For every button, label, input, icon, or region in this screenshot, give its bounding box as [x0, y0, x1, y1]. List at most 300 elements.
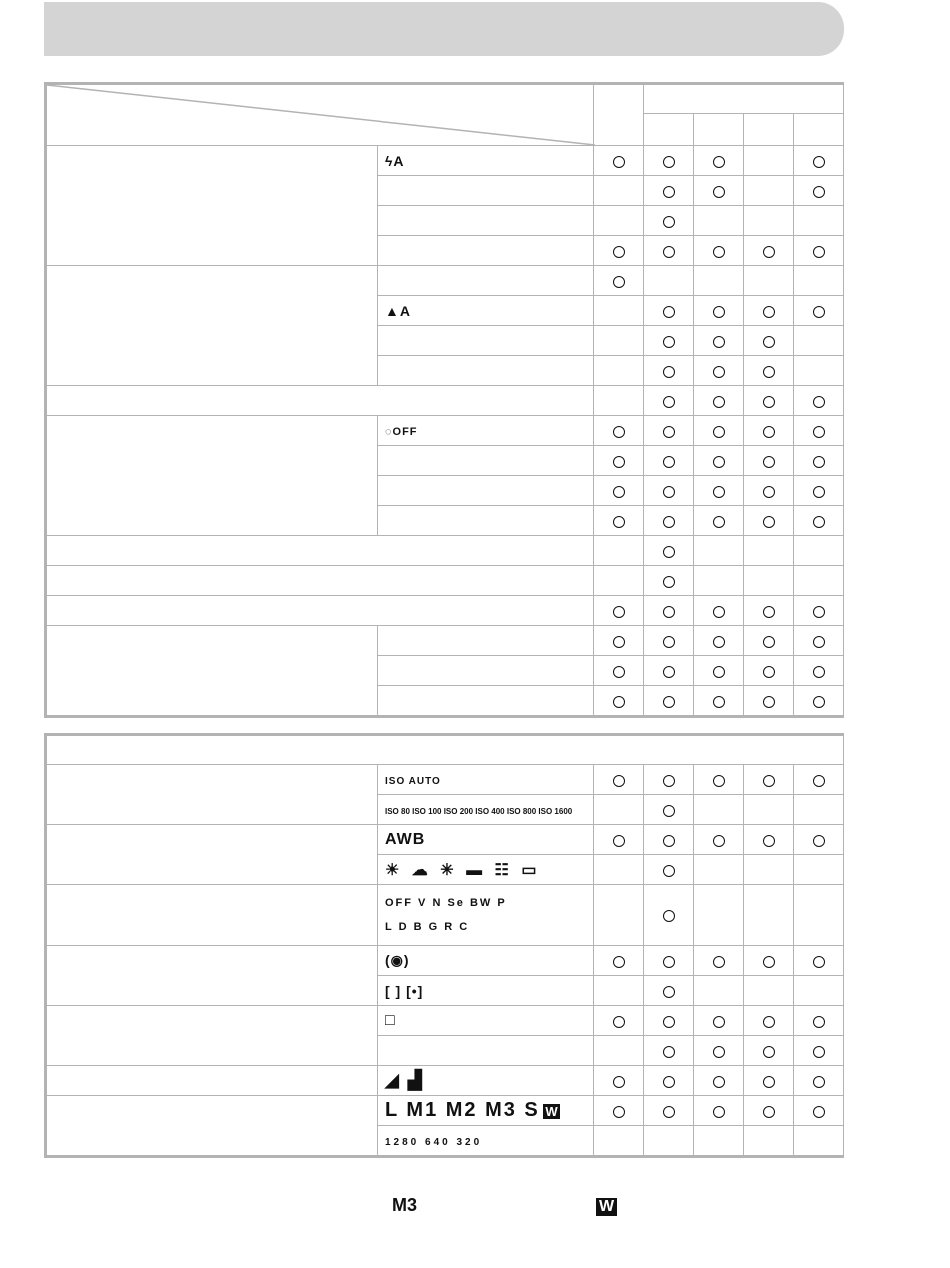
mark-cell — [794, 656, 844, 686]
circle-mark — [663, 835, 675, 847]
mark-cell — [694, 1126, 744, 1157]
circle-mark — [763, 835, 775, 847]
header-subcell — [794, 114, 844, 146]
mark-cell — [694, 1066, 744, 1096]
mark-cell — [794, 356, 844, 386]
mark-cell — [644, 656, 694, 686]
mark-cell — [644, 176, 694, 206]
icon-cell — [378, 1066, 594, 1096]
circle-mark — [813, 1076, 825, 1088]
movie-sizes-icon: 1280 640 320 — [385, 1137, 483, 1148]
mark-cell — [594, 206, 644, 236]
iso-values-icon: ISO 80 ISO 100 ISO 200 ISO 400 ISO 800 ISO 1600 — [385, 807, 573, 816]
mark-cell — [594, 946, 644, 976]
mark-cell — [594, 765, 644, 795]
mark-cell — [744, 266, 794, 296]
circle-mark — [663, 216, 675, 228]
circle-mark — [813, 306, 825, 318]
mark-cell — [794, 946, 844, 976]
circle-mark — [763, 1106, 775, 1118]
mark-cell — [594, 885, 644, 946]
circle-mark — [713, 696, 725, 708]
icon-cell — [378, 855, 594, 885]
mark-cell — [744, 686, 794, 717]
mark-cell — [644, 386, 694, 416]
mark-cell — [744, 1066, 794, 1096]
circle-mark — [763, 636, 775, 648]
mark-cell — [744, 656, 794, 686]
mark-cell — [794, 386, 844, 416]
circle-mark — [663, 336, 675, 348]
mark-cell — [594, 855, 644, 885]
circle-mark — [763, 366, 775, 378]
footnote-widescreen-icon — [596, 1195, 617, 1216]
diagonal-header-cell — [46, 84, 594, 146]
mark-cell — [744, 946, 794, 976]
row-label-cell — [46, 1096, 378, 1157]
mark-cell — [744, 536, 794, 566]
mark-cell — [644, 626, 694, 656]
circle-mark — [763, 775, 775, 787]
mark-cell — [594, 266, 644, 296]
circle-mark — [663, 396, 675, 408]
wb-presets-icon: ☀ ☁ ✳ ▬ ☷ ▭ — [385, 861, 541, 879]
circle-mark — [813, 666, 825, 678]
mark-cell — [594, 296, 644, 326]
table-row — [46, 765, 844, 795]
circle-mark — [813, 956, 825, 968]
mark-cell — [794, 506, 844, 536]
icon-cell — [378, 946, 594, 976]
mark-cell — [594, 1126, 644, 1157]
mark-cell — [644, 326, 694, 356]
mark-cell — [644, 1036, 694, 1066]
mark-cell — [744, 296, 794, 326]
circle-mark — [713, 1046, 725, 1058]
circle-mark — [613, 636, 625, 648]
icon-cell — [378, 825, 594, 855]
circle-mark — [763, 246, 775, 258]
mark-cell — [644, 506, 694, 536]
row-label-cell — [46, 566, 594, 596]
table-row — [46, 146, 844, 176]
mark-cell — [744, 825, 794, 855]
mark-cell — [744, 1096, 794, 1126]
mark-cell — [744, 356, 794, 386]
mark-cell — [594, 326, 644, 356]
mark-cell — [644, 1066, 694, 1096]
mark-cell — [594, 976, 644, 1006]
mark-cell — [794, 976, 844, 1006]
icon-cell — [378, 626, 594, 656]
icon-cell — [378, 356, 594, 386]
circle-mark — [813, 456, 825, 468]
mark-cell — [594, 146, 644, 176]
mark-cell — [744, 176, 794, 206]
mark-cell — [694, 536, 744, 566]
icon-cell — [378, 976, 594, 1006]
mark-cell — [594, 825, 644, 855]
circle-mark — [813, 156, 825, 168]
circle-mark — [663, 910, 675, 922]
mark-cell — [794, 1036, 844, 1066]
table-row — [46, 566, 844, 596]
circle-mark — [813, 835, 825, 847]
circle-mark — [813, 775, 825, 787]
circle-mark — [813, 696, 825, 708]
mark-cell — [594, 1066, 644, 1096]
icon-cell — [378, 1126, 594, 1157]
mark-cell — [594, 596, 644, 626]
mark-cell — [694, 976, 744, 1006]
mark-cell — [744, 476, 794, 506]
circle-mark — [763, 306, 775, 318]
mark-cell — [694, 386, 744, 416]
mark-cell — [744, 1126, 794, 1157]
circle-mark — [663, 956, 675, 968]
table-row — [46, 1096, 844, 1126]
table-row — [46, 946, 844, 976]
mark-cell — [694, 686, 744, 717]
icon-cell — [378, 1036, 594, 1066]
mark-cell — [794, 686, 844, 717]
circle-mark — [713, 456, 725, 468]
macro-icon: ▲A — [385, 302, 411, 319]
icon-cell — [378, 1006, 594, 1036]
compression-icon: ◢ ▟ — [385, 1070, 424, 1090]
icon-cell — [378, 236, 594, 266]
circle-mark — [613, 666, 625, 678]
circle-mark — [763, 1076, 775, 1088]
circle-mark — [613, 1106, 625, 1118]
mark-cell — [794, 206, 844, 236]
circle-mark — [713, 606, 725, 618]
circle-mark — [813, 516, 825, 528]
table-row — [46, 416, 844, 446]
mark-cell — [744, 446, 794, 476]
mark-cell — [594, 1036, 644, 1066]
circle-mark — [763, 426, 775, 438]
circle-mark — [713, 156, 725, 168]
circle-mark — [763, 606, 775, 618]
header-group-cell — [644, 84, 844, 114]
icon-cell — [378, 446, 594, 476]
circle-mark — [713, 1016, 725, 1028]
row-label-cell — [46, 765, 378, 825]
mark-cell — [594, 386, 644, 416]
circle-mark — [813, 396, 825, 408]
circle-mark — [663, 606, 675, 618]
mark-cell — [744, 566, 794, 596]
mark-cell — [644, 356, 694, 386]
mark-cell — [744, 206, 794, 236]
mark-cell — [694, 885, 744, 946]
row-label-cell — [46, 825, 378, 885]
mark-cell — [744, 855, 794, 885]
icon-cell — [378, 416, 594, 446]
mark-cell — [644, 476, 694, 506]
metering-other-icon: [ ] [•] — [385, 982, 424, 999]
icon-cell — [378, 476, 594, 506]
my-colors-icon: L D B G R C — [385, 921, 470, 933]
mark-cell — [594, 536, 644, 566]
circle-mark — [763, 396, 775, 408]
circle-mark — [713, 246, 725, 258]
circle-mark — [613, 696, 625, 708]
mark-cell — [594, 686, 644, 717]
header-subcell — [744, 114, 794, 146]
circle-mark — [663, 546, 675, 558]
mark-cell — [794, 825, 844, 855]
circle-mark — [813, 426, 825, 438]
mark-cell — [794, 416, 844, 446]
circle-mark — [663, 366, 675, 378]
mark-cell — [694, 506, 744, 536]
table-row — [46, 626, 844, 656]
table-row — [46, 885, 844, 946]
mark-cell — [794, 296, 844, 326]
circle-mark — [713, 835, 725, 847]
mark-cell — [744, 885, 794, 946]
circle-mark — [613, 606, 625, 618]
row-label-cell — [46, 266, 378, 386]
mark-cell — [794, 795, 844, 825]
mark-cell — [594, 1006, 644, 1036]
mark-cell — [644, 1096, 694, 1126]
circle-mark — [663, 636, 675, 648]
section-banner — [44, 2, 844, 56]
circle-mark — [663, 456, 675, 468]
mark-cell — [644, 946, 694, 976]
mark-cell — [644, 1126, 694, 1157]
circle-mark — [613, 426, 625, 438]
circle-mark — [613, 246, 625, 258]
circle-mark — [613, 486, 625, 498]
mark-cell — [794, 236, 844, 266]
mark-cell — [644, 825, 694, 855]
circle-mark — [763, 516, 775, 528]
circle-mark — [613, 156, 625, 168]
mark-cell — [794, 885, 844, 946]
mark-cell — [594, 795, 644, 825]
icon-cell — [378, 506, 594, 536]
mark-cell — [694, 146, 744, 176]
circle-mark — [613, 516, 625, 528]
flash-auto-icon: ϟA — [385, 152, 405, 169]
section-header-row — [46, 735, 844, 765]
table-header-row — [46, 84, 844, 114]
mark-cell — [644, 885, 694, 946]
mark-cell — [794, 626, 844, 656]
mark-cell — [644, 536, 694, 566]
circle-mark — [663, 306, 675, 318]
mark-cell — [794, 476, 844, 506]
mark-cell — [594, 476, 644, 506]
mark-cell — [794, 1126, 844, 1157]
mark-cell — [694, 326, 744, 356]
row-label-cell — [46, 386, 594, 416]
mark-cell — [694, 236, 744, 266]
mark-cell — [594, 416, 644, 446]
awb-icon: AWB — [385, 830, 426, 848]
circle-mark — [663, 696, 675, 708]
mark-cell — [644, 566, 694, 596]
mark-cell — [794, 596, 844, 626]
circle-mark — [713, 396, 725, 408]
header-diagonal-line — [47, 85, 595, 145]
header-cell — [594, 84, 644, 146]
circle-mark — [713, 486, 725, 498]
mark-cell — [744, 626, 794, 656]
mark-cell — [694, 416, 744, 446]
mark-cell — [594, 656, 644, 686]
icon-cell — [378, 686, 594, 717]
mark-cell — [694, 356, 744, 386]
row-label-cell — [46, 146, 378, 266]
circle-mark — [713, 366, 725, 378]
function-table-2 — [44, 733, 844, 1158]
mark-cell — [744, 506, 794, 536]
mark-cell — [694, 566, 744, 596]
mark-cell — [744, 416, 794, 446]
mark-cell — [694, 855, 744, 885]
mark-cell — [644, 236, 694, 266]
mark-cell — [694, 206, 744, 236]
circle-mark — [663, 576, 675, 588]
circle-mark — [713, 775, 725, 787]
table-row — [46, 596, 844, 626]
row-label-cell — [46, 885, 378, 946]
circle-mark — [613, 1076, 625, 1088]
mark-cell — [744, 1006, 794, 1036]
circle-mark — [663, 775, 675, 787]
mark-cell — [744, 795, 794, 825]
circle-mark — [763, 956, 775, 968]
function-table-1 — [44, 82, 844, 718]
table-row — [46, 1006, 844, 1036]
row-label-cell — [46, 596, 594, 626]
mark-cell — [644, 266, 694, 296]
header-subcell — [694, 114, 744, 146]
icon-cell — [378, 885, 594, 946]
mark-cell — [644, 976, 694, 1006]
table-row — [46, 536, 844, 566]
icon-cell — [378, 266, 594, 296]
icon-cell — [378, 765, 594, 795]
mark-cell — [694, 446, 744, 476]
circle-mark — [713, 186, 725, 198]
row-label-cell — [46, 626, 378, 717]
metering-eval-icon: (◉) — [385, 952, 410, 968]
circle-mark — [663, 1076, 675, 1088]
circle-mark — [813, 1106, 825, 1118]
mark-cell — [644, 416, 694, 446]
mark-cell — [794, 566, 844, 596]
table-row — [46, 266, 844, 296]
mark-cell — [744, 386, 794, 416]
mark-cell — [644, 146, 694, 176]
mark-cell — [594, 506, 644, 536]
circle-mark — [763, 1016, 775, 1028]
circle-mark — [813, 486, 825, 498]
circle-mark — [763, 666, 775, 678]
circle-mark — [663, 246, 675, 258]
row-label-cell — [46, 1066, 378, 1096]
mark-cell — [594, 446, 644, 476]
circle-mark — [713, 516, 725, 528]
circle-mark — [813, 606, 825, 618]
icon-cell — [378, 146, 594, 176]
mark-cell — [694, 626, 744, 656]
mark-cell — [694, 1036, 744, 1066]
circle-mark — [613, 835, 625, 847]
mark-cell — [694, 656, 744, 686]
circle-mark — [813, 1016, 825, 1028]
circle-mark — [713, 336, 725, 348]
table-row — [46, 1066, 844, 1096]
mark-cell — [644, 686, 694, 717]
circle-mark — [663, 986, 675, 998]
circle-mark — [663, 865, 675, 877]
circle-mark — [763, 696, 775, 708]
circle-mark — [663, 516, 675, 528]
mark-cell — [794, 765, 844, 795]
circle-mark — [613, 956, 625, 968]
circle-mark — [663, 805, 675, 817]
mark-cell — [744, 146, 794, 176]
mark-cell — [694, 596, 744, 626]
circle-mark — [663, 486, 675, 498]
icon-cell — [378, 795, 594, 825]
icon-cell — [378, 206, 594, 236]
section-header-cell — [46, 735, 844, 765]
icon-cell — [378, 1096, 594, 1126]
mark-cell — [644, 765, 694, 795]
circle-mark — [663, 1016, 675, 1028]
mark-cell — [594, 236, 644, 266]
circle-mark — [713, 306, 725, 318]
mark-cell — [744, 596, 794, 626]
circle-mark — [713, 426, 725, 438]
mark-cell — [594, 176, 644, 206]
circle-mark — [663, 666, 675, 678]
mark-cell — [694, 795, 744, 825]
mark-cell — [744, 765, 794, 795]
mark-cell — [694, 1006, 744, 1036]
circle-mark — [663, 156, 675, 168]
mark-cell — [594, 626, 644, 656]
circle-mark — [613, 276, 625, 288]
mark-cell — [794, 326, 844, 356]
mark-cell — [694, 825, 744, 855]
mark-cell — [644, 1006, 694, 1036]
mark-cell — [694, 266, 744, 296]
mark-cell — [744, 1036, 794, 1066]
mark-cell — [744, 976, 794, 1006]
mark-cell — [644, 206, 694, 236]
my-colors-icon: OFF V N Se BW P — [385, 897, 507, 909]
icon-cell — [378, 656, 594, 686]
mark-cell — [694, 176, 744, 206]
mark-cell — [694, 476, 744, 506]
icon-cell — [378, 296, 594, 326]
mark-cell — [594, 566, 644, 596]
circle-mark — [713, 636, 725, 648]
mark-cell — [794, 855, 844, 885]
mark-cell — [694, 296, 744, 326]
icon-cell — [378, 176, 594, 206]
circle-mark — [813, 1046, 825, 1058]
